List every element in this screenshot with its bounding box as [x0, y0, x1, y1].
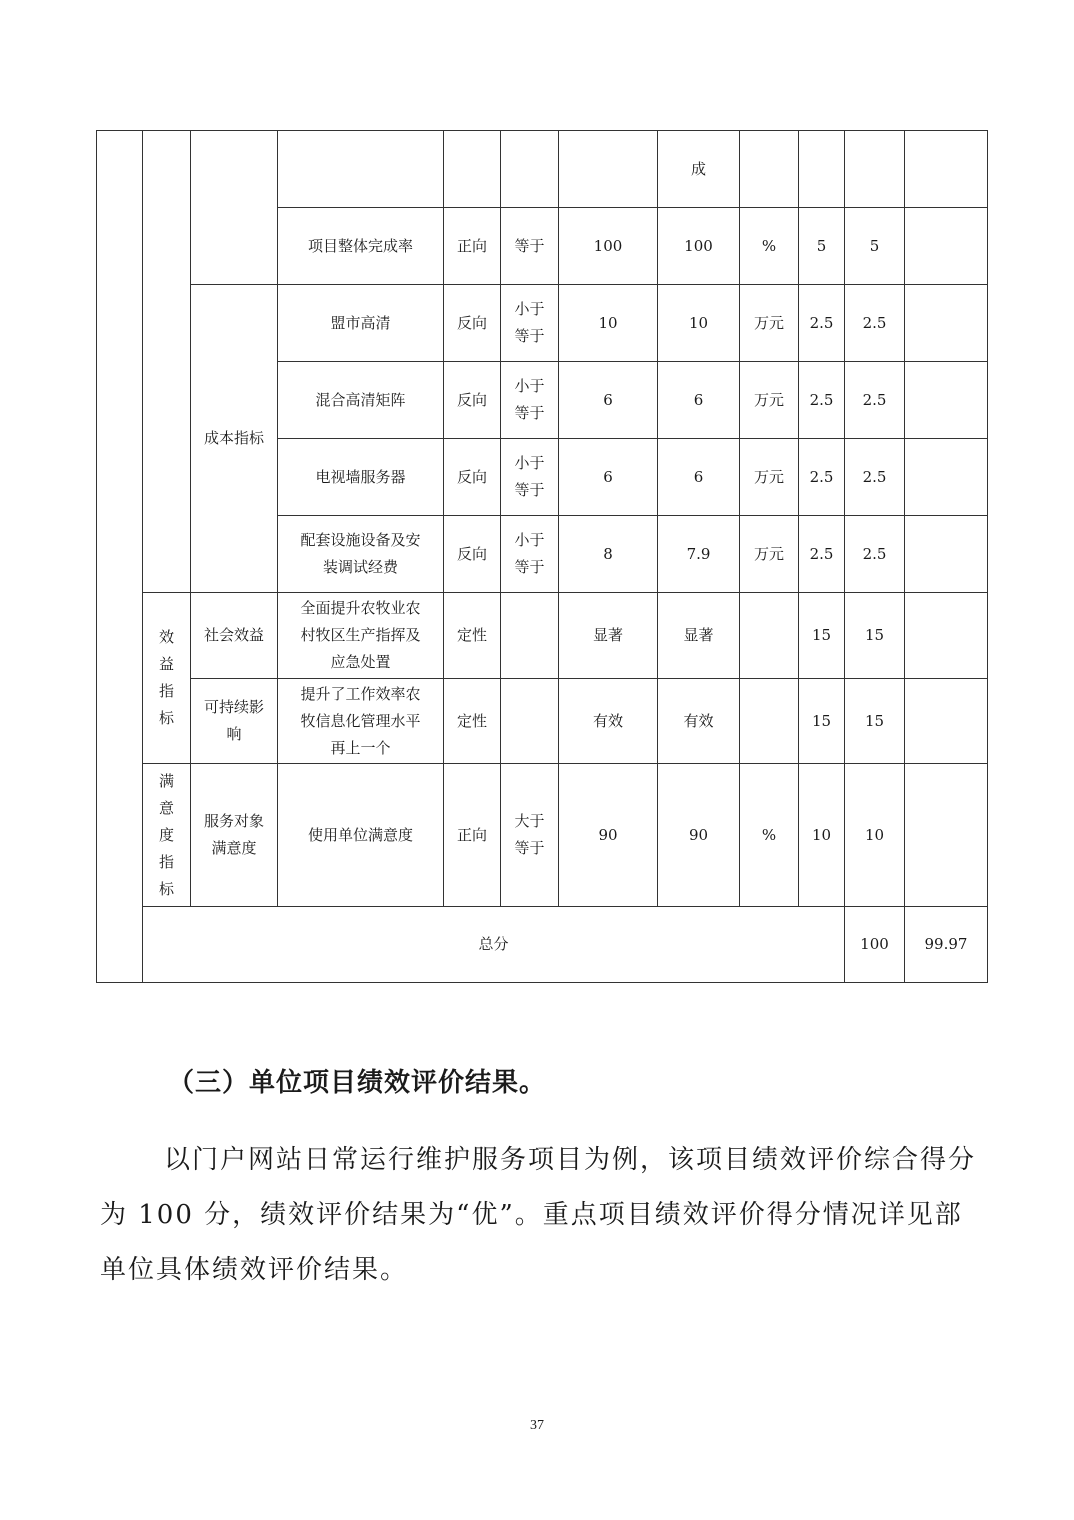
- cell-weight: 10: [799, 764, 845, 907]
- total-weight: 100: [845, 907, 905, 983]
- cell-indicator: 全面提升农牧业农 村牧区生产指挥及 应急处置: [278, 593, 444, 679]
- cell-unit: 万元: [740, 362, 799, 439]
- cell-direction: 反向: [444, 516, 501, 593]
- cell-actual: 90: [658, 764, 740, 907]
- table-row: [97, 593, 988, 679]
- cell-indicator: 盟市高清: [278, 285, 444, 362]
- cell-score: 15: [845, 593, 905, 679]
- group-satisfaction: 满 意 度 指 标: [143, 764, 191, 907]
- cell-indicator: 电视墙服务器: [278, 439, 444, 516]
- cell-actual: 100: [658, 208, 740, 285]
- table-row: [97, 131, 988, 208]
- cell-target: 8: [559, 516, 658, 593]
- total-label: 总分: [143, 907, 845, 983]
- cell-target: 显著: [559, 593, 658, 679]
- cell-weight: 15: [799, 593, 845, 679]
- performance-table: [96, 130, 988, 983]
- page-number: 37: [530, 1418, 544, 1433]
- cell-direction: 正向: [444, 764, 501, 907]
- cell-subcategory: 可持续影 响: [191, 679, 278, 764]
- cell-indicator: 配套设施设备及安 装调试经费: [278, 516, 444, 593]
- cell-operator: [501, 593, 559, 679]
- cell-score: 10: [845, 764, 905, 907]
- cell-score: 2.5: [845, 516, 905, 593]
- cell-indicator: 项目整体完成率: [278, 208, 444, 285]
- cell-score: 2.5: [845, 285, 905, 362]
- cell-operator: 等于: [501, 208, 559, 285]
- cell-unit: 万元: [740, 516, 799, 593]
- cell-unit: %: [740, 764, 799, 907]
- cell-indicator: 提升了工作效率农 牧信息化管理水平 再上一个: [278, 679, 444, 764]
- cell-target: 6: [559, 439, 658, 516]
- section-paragraph: 以门户网站日常运行维护服务项目为例，该项目绩效评价综合得分为 100 分，绩效评价结果为“优”。重点项目绩效评价得分情况详见部单位具体绩效评价结果。: [100, 1145, 977, 1285]
- cell-direction: 定性: [444, 593, 501, 679]
- table-row: [97, 285, 988, 362]
- cell-weight: 5: [799, 208, 845, 285]
- cell-direction: 正向: [444, 208, 501, 285]
- cell-weight: 2.5: [799, 285, 845, 362]
- cell-score: 2.5: [845, 362, 905, 439]
- cell-actual: 成: [658, 131, 740, 208]
- cell-target: 100: [559, 208, 658, 285]
- section-heading: （三）单位项目绩效评价结果。: [168, 1068, 547, 1098]
- cell-subcategory: 服务对象 满意度: [191, 764, 278, 907]
- cell-unit: [740, 593, 799, 679]
- cell-direction: 反向: [444, 285, 501, 362]
- total-row: [97, 907, 988, 983]
- cell-operator: [501, 679, 559, 764]
- cell-target: 6: [559, 362, 658, 439]
- cell-target: 90: [559, 764, 658, 907]
- cell-target: 有效: [559, 679, 658, 764]
- total-score: 99.97: [905, 907, 988, 983]
- cell-actual: 7.9: [658, 516, 740, 593]
- cell-operator: 小于 等于: [501, 439, 559, 516]
- cell-operator: 小于 等于: [501, 516, 559, 593]
- table-row: [97, 764, 988, 907]
- cell-score: 2.5: [845, 439, 905, 516]
- cell-actual: 10: [658, 285, 740, 362]
- cell-weight: 2.5: [799, 439, 845, 516]
- cell-score: 5: [845, 208, 905, 285]
- cell-unit: 万元: [740, 439, 799, 516]
- cell-target: 10: [559, 285, 658, 362]
- cell-unit: [740, 679, 799, 764]
- cell-weight: 15: [799, 679, 845, 764]
- cell-weight: 2.5: [799, 516, 845, 593]
- cell-direction: 反向: [444, 439, 501, 516]
- cell-operator: 小于 等于: [501, 285, 559, 362]
- cell-direction: 反向: [444, 362, 501, 439]
- group-benefit: 效 益 指 标: [143, 593, 191, 764]
- cell-actual: 有效: [658, 679, 740, 764]
- cell-direction: 定性: [444, 679, 501, 764]
- cell-indicator: 混合高清矩阵: [278, 362, 444, 439]
- cell-score: 15: [845, 679, 905, 764]
- cell-operator: 小于 等于: [501, 362, 559, 439]
- cell-subcategory: 社会效益: [191, 593, 278, 679]
- cell-unit: %: [740, 208, 799, 285]
- cell-actual: 6: [658, 362, 740, 439]
- cell-actual: 显著: [658, 593, 740, 679]
- cell-unit: 万元: [740, 285, 799, 362]
- group-cost: 成本指标: [191, 285, 278, 593]
- cell-indicator: 使用单位满意度: [278, 764, 444, 907]
- table-row: [97, 679, 988, 764]
- cell-actual: 6: [658, 439, 740, 516]
- cell-operator: 大于 等于: [501, 764, 559, 907]
- cell-weight: 2.5: [799, 362, 845, 439]
